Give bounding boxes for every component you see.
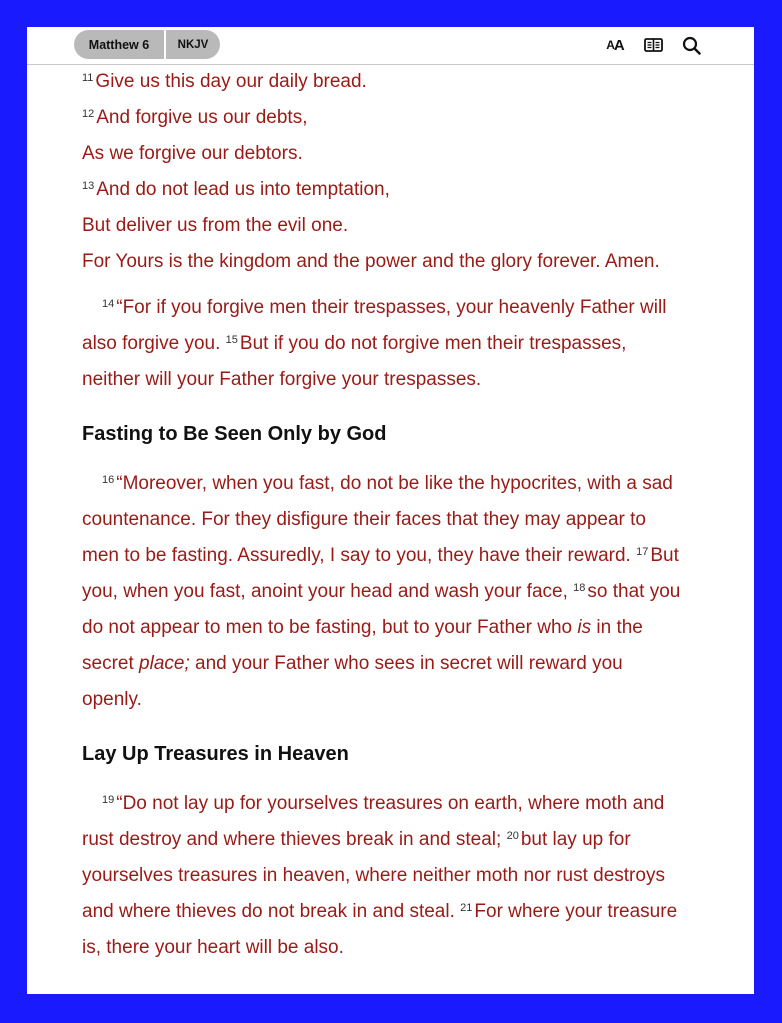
section-heading: Fasting to Be Seen Only by God bbox=[82, 423, 387, 445]
verse-text: secret bbox=[82, 653, 134, 674]
verse-text: and where thieves do not break in and steal. bbox=[82, 901, 455, 922]
verse-20-line bbox=[82, 822, 722, 858]
verse-number: 16 bbox=[102, 474, 115, 486]
verse-text: also forgive you. bbox=[82, 333, 221, 354]
verse-text: and your Father who sees in secret will reward you bbox=[195, 653, 623, 674]
book-chapter-button[interactable]: Matthew 6 bbox=[74, 30, 166, 59]
verse-text: “Do not lay up for yourselves treasures on earth, where moth and bbox=[116, 793, 665, 814]
verse-number: 15 bbox=[225, 334, 238, 346]
verse-18-line bbox=[82, 574, 722, 610]
italic-word: place; bbox=[139, 653, 190, 674]
verse-text: do not appear to men to be fasting, but to your Father who bbox=[82, 617, 573, 638]
verse-text: “For if you forgive men their trespasses, your heavenly Father will bbox=[116, 297, 667, 318]
verse-11 bbox=[82, 64, 722, 100]
verse-text: And do not lead us into temptation, bbox=[96, 179, 390, 200]
verse-number: 18 bbox=[573, 582, 586, 594]
verse-number: 21 bbox=[460, 902, 473, 914]
verse-text: As we forgive our debtors. bbox=[82, 143, 303, 164]
verse-text: rust destroy and where thieves break in and steal; bbox=[82, 829, 502, 850]
verse-13-cont bbox=[82, 208, 722, 244]
verse-text: And forgive us our debts, bbox=[96, 107, 308, 128]
paragraph-19 bbox=[82, 786, 722, 966]
verse-13 bbox=[82, 172, 722, 208]
verse-text: “Moreover, when you fast, do not be like the hypocrites, with a sad bbox=[116, 473, 673, 494]
verse-text: For where your treasure bbox=[474, 901, 678, 922]
verse-text: For Yours is the kingdom and the power and the glory forever. Amen. bbox=[82, 251, 660, 272]
passage-selector bbox=[74, 30, 220, 59]
verse-text: yourselves treasures in heaven, where neither moth nor rust destroys bbox=[82, 865, 665, 886]
paragraph-14 bbox=[82, 290, 722, 398]
prayer-block bbox=[82, 64, 722, 280]
paragraph-16 bbox=[82, 466, 722, 718]
verse-14 bbox=[82, 290, 722, 326]
verse-text: you, when you fast, anoint your head and wash your face, bbox=[82, 581, 568, 602]
version-button[interactable]: NKJV bbox=[177, 38, 209, 51]
verse-text: openly. bbox=[82, 689, 142, 710]
verse-number: 14 bbox=[102, 298, 115, 310]
verse-19 bbox=[82, 786, 722, 822]
verse-text: But if you do not forgive men their trespasses, bbox=[239, 333, 627, 354]
text-size-small-a: A bbox=[606, 38, 614, 52]
verse-12-cont bbox=[82, 136, 722, 172]
verse-text: But bbox=[650, 545, 679, 566]
verse-text: so that you bbox=[587, 581, 681, 602]
verse-text: but lay up for bbox=[520, 829, 631, 850]
verse-text: is, there your heart will be also. bbox=[82, 937, 344, 958]
verse-text: But deliver us from the evil one. bbox=[82, 215, 349, 236]
verse-16-cont bbox=[82, 502, 722, 538]
verse-15-line bbox=[82, 326, 722, 362]
reader-view-icon[interactable] bbox=[642, 34, 664, 56]
verse-number: 19 bbox=[102, 794, 115, 806]
verse-18-cont bbox=[82, 610, 722, 646]
verse-number: 20 bbox=[506, 830, 519, 842]
verse-text: neither will your Father forgive your trespasses. bbox=[82, 369, 482, 390]
verse-20-cont bbox=[82, 858, 722, 894]
reader-page bbox=[27, 27, 754, 994]
verse-number: 13 bbox=[82, 180, 95, 192]
text-size-icon[interactable] bbox=[604, 34, 626, 56]
verse-number: 17 bbox=[636, 546, 649, 558]
verse-number: 12 bbox=[82, 108, 95, 120]
verse-text: Give us this day our daily bread. bbox=[95, 71, 367, 92]
verse-18-cont bbox=[82, 646, 722, 682]
verse-12 bbox=[82, 100, 722, 136]
verse-16 bbox=[82, 466, 722, 502]
verse-21-line bbox=[82, 894, 722, 930]
verse-text: in the bbox=[596, 617, 643, 638]
italic-word: is bbox=[577, 617, 592, 638]
verse-text: men to be fasting. Assuredly, I say to you, they have their reward. bbox=[82, 545, 631, 566]
chapter-text bbox=[82, 64, 722, 966]
verse-18-cont bbox=[82, 682, 722, 718]
verse-number: 11 bbox=[82, 72, 94, 84]
text-size-big-a: A bbox=[613, 36, 624, 54]
section-heading: Lay Up Treasures in Heaven bbox=[82, 743, 349, 765]
verse-21-cont bbox=[82, 930, 722, 966]
toolbar-icons bbox=[604, 34, 702, 56]
verse-text: countenance. For they disfigure their faces that they may appear to bbox=[82, 509, 646, 530]
search-icon[interactable] bbox=[680, 34, 702, 56]
verse-13-cont bbox=[82, 244, 722, 280]
top-toolbar bbox=[27, 27, 754, 65]
verse-15-cont bbox=[82, 362, 722, 398]
verse-17-line bbox=[82, 538, 722, 574]
